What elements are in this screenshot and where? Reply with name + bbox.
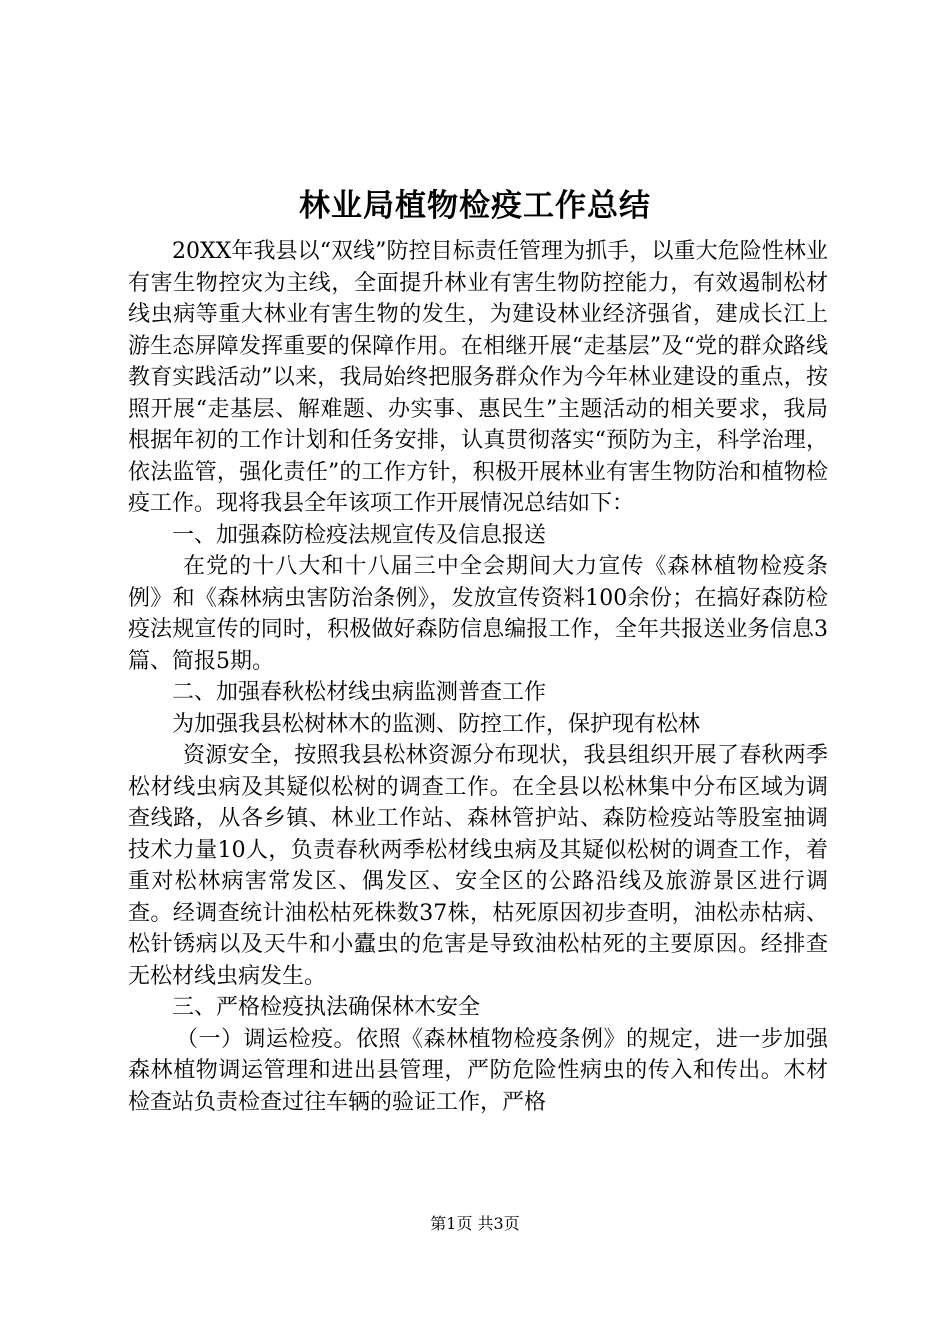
- section-heading-1: 一、加强森防检疫法规宣传及信息报送: [172, 522, 547, 548]
- section-2-paragraph: 资源安全，按照我县松林资源分布现状，我县组织开展了春秋两季松材线虫病及其疑似松树的调查工作。在全县以松林集中分布区域为调查线路，从各乡镇、林业工作站、森林管护站、森防检疫站等股室抽调技术力量10人，负责春秋两季松材线虫病及其疑似松树的调查工作，着重对松林病害常发区、偶发区、安全区的公路沿线及旅游景区进行调查。经调查统计油松枯死株数37株，枯死原因初步查明，油松赤枯病、松针锈病以及天牛和小蠹虫的危害是导致油松枯死的主要原因。经排查无松材线虫病发生。: [128, 743, 828, 989]
- section-heading-3: 三、严格检疫执法确保林木安全: [172, 995, 481, 1020]
- section-heading-2: 二、加强春秋松材线虫病监测普查工作: [172, 680, 547, 705]
- document-title: 林业局植物检疫工作总结: [299, 188, 651, 224]
- intro-paragraph: 20XX年我县以“双线”防控目标责任管理为抓手，以重大危险性林业有害生物控灾为主线，全面提升林业有害生物防控能力，有效遏制松材线虫病等重大林业有害生物的发生，为建设林业经济强省，建成长江上游生态屏障发挥重要的保障作用。在相继开展“走基层”及“党的群众路线教育实践活动”以来，我局始终把服务群众作为今年林业建设的重点，按照开展“走基层、解难题、办实事、惠民生”主题活动的相关要求，我局根据年初的工作计划和任务安排，认真贯彻落实“预防为主，科学治理，依法监管，强化责任”的工作方针，积极开展林业有害生物防治和植物检疫工作。现将我县全年该项工作开展情况总结如下：: [128, 239, 828, 516]
- section-2-paragraph-line: 为加强我县松树林木的监测、防控工作，保护现有松林: [172, 711, 701, 737]
- document-body: [128, 236, 828, 1118]
- section-1-paragraph: 在党的十八大和十八届三中全会期间大力宣传《森林植物检疫条例》和《森林病虫害防治条例》，发放宣传资料100余份；在搞好森防检疫法规宣传的同时，积极做好森防信息编报工作，全年共报送业务信息3篇、简报5期。: [128, 554, 828, 674]
- page-number-footer: 第1页 共3页: [430, 1214, 520, 1233]
- section-3-paragraph: （一）调运检疫。依照《森林植物检疫条例》的规定，进一步加强森林植物调运管理和进出县管理，严防危险性病虫的传入和传出。木材检查站负责检查过往车辆的验证工作，严格: [128, 1026, 828, 1115]
